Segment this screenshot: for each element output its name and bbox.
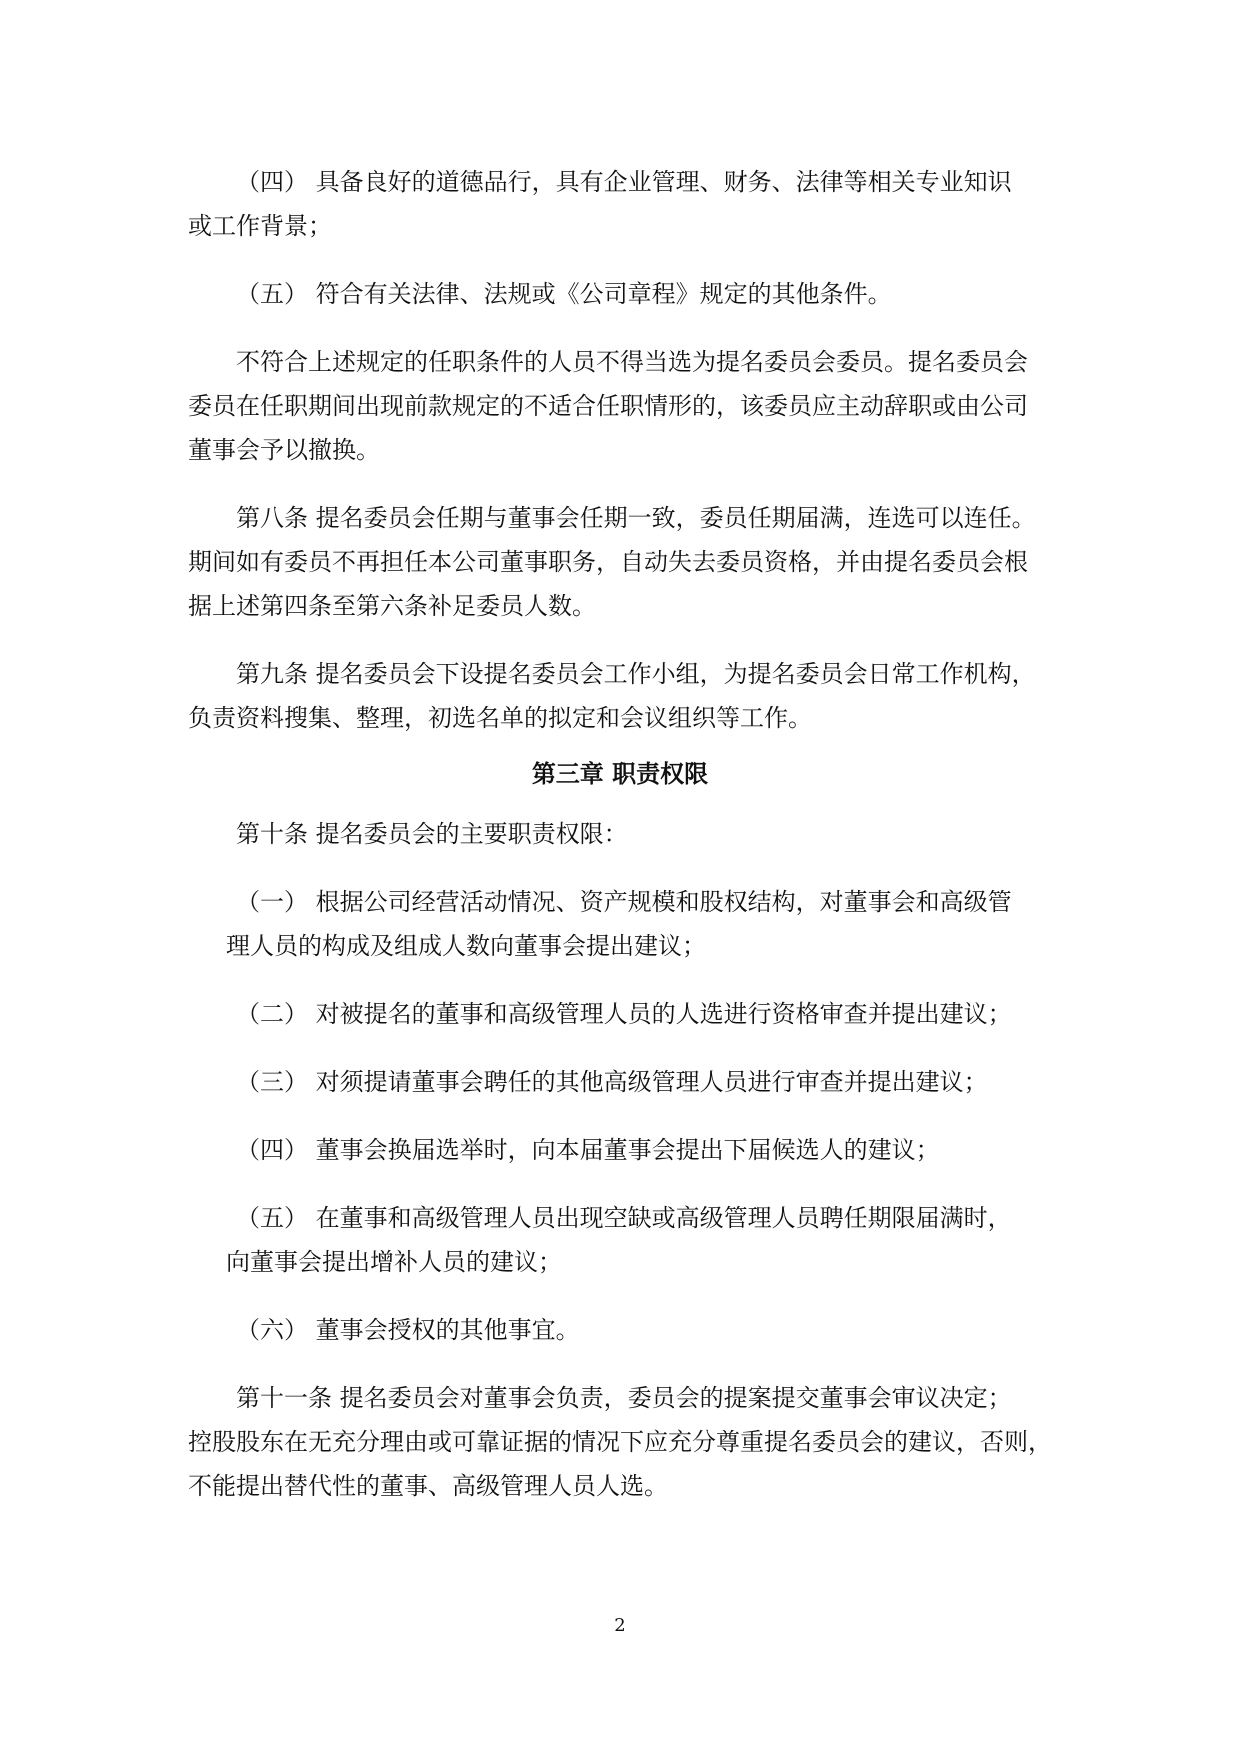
paragraph-line: （五） 在董事和高级管理人员出现空缺或高级管理人员聘任期限届满时， (236, 1204, 1012, 1232)
paragraph-line: 据上述第四条至第六条补足委员人数。 (188, 592, 596, 620)
paragraph-line: （四） 具备良好的道德品行，具有企业管理、财务、法律等相关专业知识 (236, 168, 1012, 196)
paragraph-line: （二） 对被提名的董事和高级管理人员的人选进行资格审查并提出建议； (236, 1000, 1012, 1028)
paragraph-line: （五） 符合有关法律、法规或《公司章程》规定的其他条件。 (236, 280, 892, 308)
paragraph-line: （一） 根据公司经营活动情况、资产规模和股权结构，对董事会和高级管 (236, 888, 1012, 916)
paragraph-line: （六） 董事会授权的其他事宜。 (236, 1316, 580, 1344)
chapter-heading: 第三章 职责权限 (531, 759, 709, 788)
paragraph-line: 期间如有委员不再担任本公司董事职务，自动失去委员资格，并由提名委员会根 (188, 548, 1028, 576)
paragraph-line: （三） 对须提请董事会聘任的其他高级管理人员进行审查并提出建议； (236, 1068, 988, 1096)
paragraph-line: 第十一条 提名委员会对董事会负责，委员会的提案提交董事会审议决定； (236, 1384, 1012, 1412)
paragraph-line: 第九条 提名委员会下设提名委员会工作小组，为提名委员会日常工作机构， (236, 660, 1036, 688)
paragraph-line: 理人员的构成及组成人数向董事会提出建议； (226, 932, 706, 960)
paragraph-line: 负责资料搜集、整理，初选名单的拟定和会议组织等工作。 (188, 704, 812, 732)
paragraph-line: 不能提出替代性的董事、高级管理人员人选。 (188, 1472, 668, 1500)
paragraph-line: 不符合上述规定的任职条件的人员不得当选为提名委员会委员。提名委员会 (236, 348, 1028, 376)
paragraph-line: 向董事会提出增补人员的建议； (226, 1248, 562, 1276)
paragraph-line: 控股股东在无充分理由或可靠证据的情况下应充分尊重提名委员会的建议，否则， (188, 1428, 1052, 1456)
paragraph-line: 第八条 提名委员会任期与董事会任期一致，委员任期届满，连选可以连任。 (236, 504, 1036, 532)
page-number: 2 (614, 1615, 626, 1636)
paragraph-line: 董事会予以撤换。 (188, 436, 380, 464)
paragraph-line: 第十条 提名委员会的主要职责权限： (236, 820, 628, 848)
paragraph-line: 或工作背景； (188, 212, 332, 240)
paragraph-line: 委员在任职期间出现前款规定的不适合任职情形的，该委员应主动辞职或由公司 (188, 392, 1028, 420)
paragraph-line: （四） 董事会换届选举时，向本届董事会提出下届候选人的建议； (236, 1136, 940, 1164)
